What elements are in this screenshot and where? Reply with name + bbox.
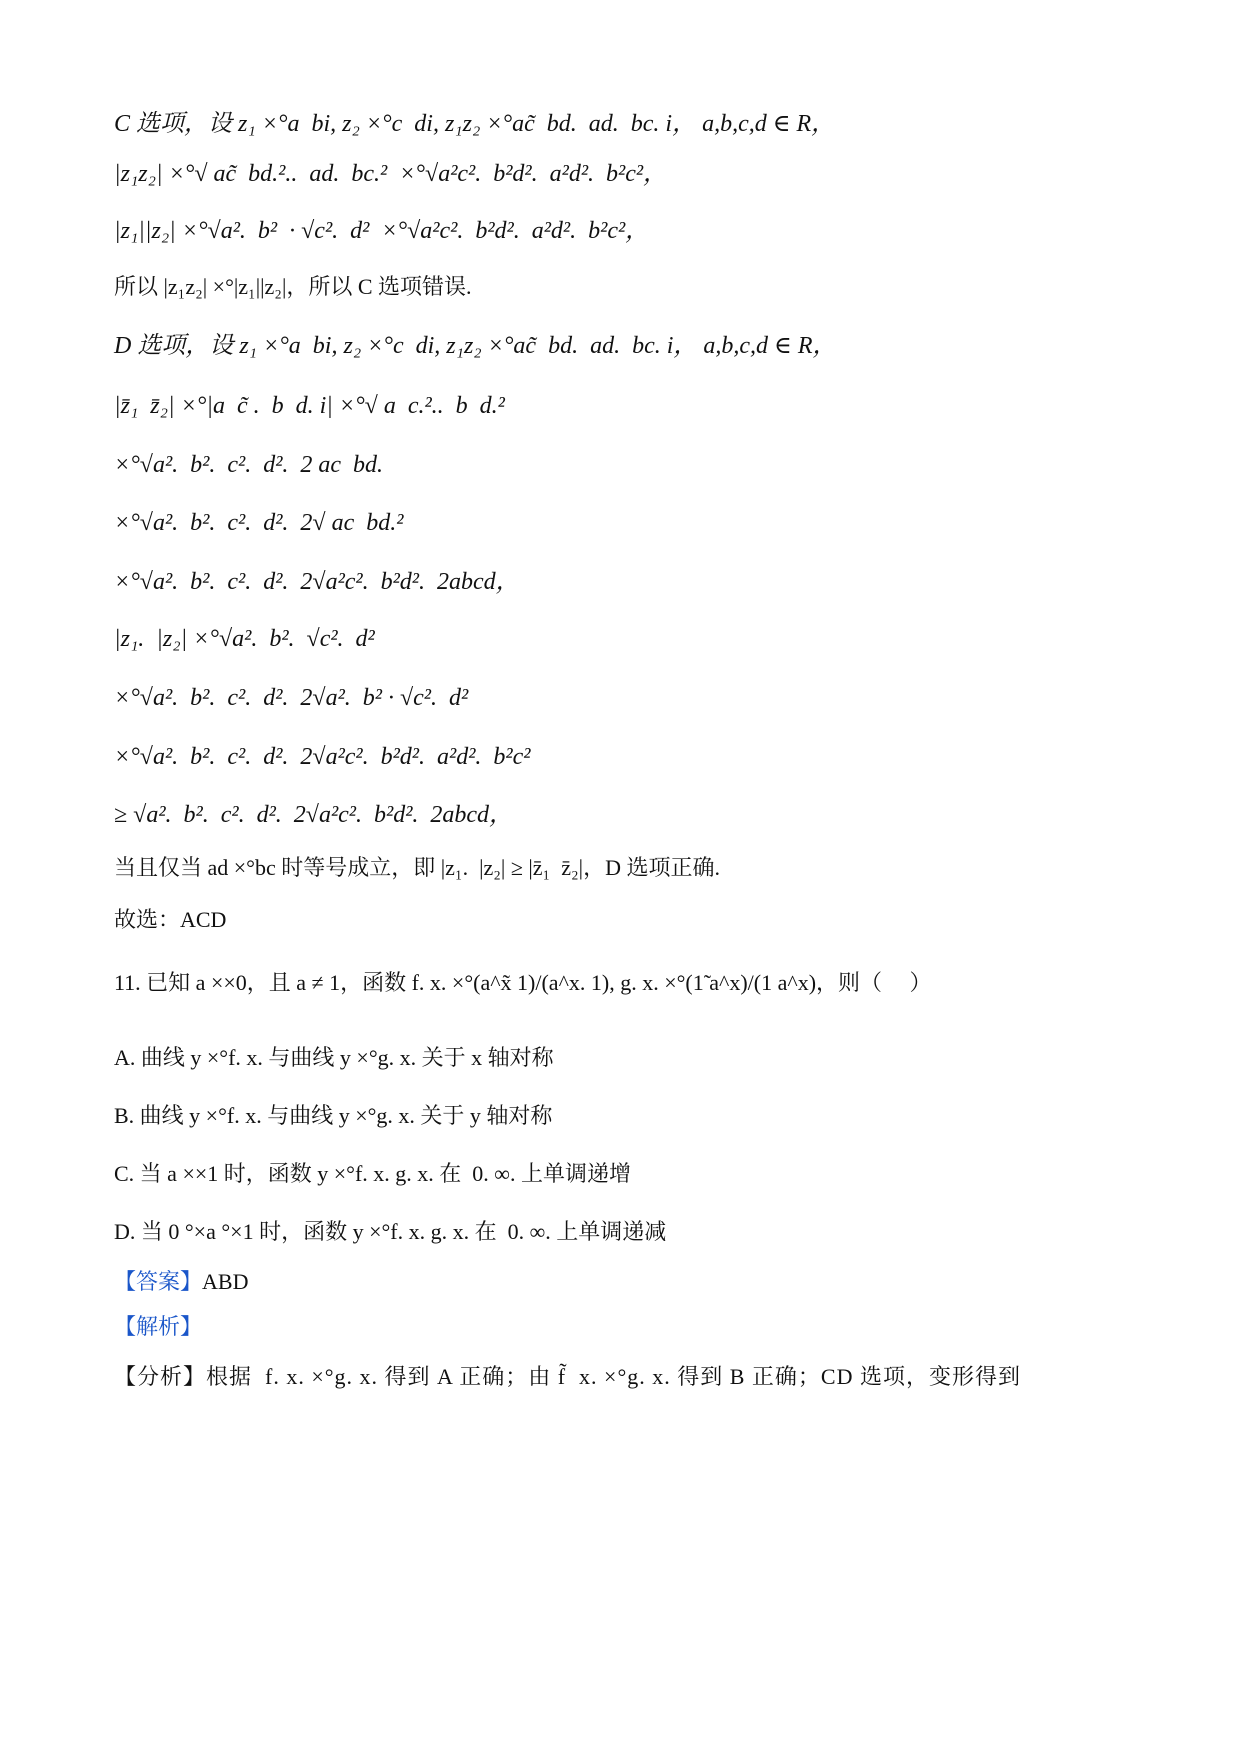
line-choice: 故选：ACD xyxy=(114,907,227,932)
line-d-step-3: ×°√a². b². c². d². 2√a²c². b²d². 2abcd， xyxy=(114,569,520,595)
line-d-step-2: ×°√a². b². c². d². 2√ ac bd.² xyxy=(114,510,404,536)
line-d-step-5: ×°√a². b². c². d². 2√a²c². b²d². a²d². b²c² xyxy=(114,744,531,770)
question-11-option-a: A. 曲线 y ×°f. x. 与曲线 y ×°g. x. 关于 x 轴对称 xyxy=(114,1045,554,1070)
answer-label: 【答案】 xyxy=(114,1269,203,1294)
question-11-option-d: D. 当 0 °×a °×1 时，函数 y ×°f. x. g. x. 在 0. ∞. 上单调递减 xyxy=(114,1219,667,1244)
line-d-step-4: ×°√a². b². c². d². 2√a². b² · √c². d² xyxy=(114,685,469,711)
line-d-conclusion: 当且仅当 ad ×°bc 时等号成立，即 |z₁. |z₂| ≥ |z̄₁ z̄₂|，D 选项正确. xyxy=(114,855,720,880)
line-d-step-1: ×°√a². b². c². d². 2 ac bd. xyxy=(114,452,384,478)
line-c-modulus-product: |z₁z₂| ×°√ ac̃ bd.².. ad. bc.² ×°√a²c². b²d². a²d². b²c²， xyxy=(114,161,668,187)
answer-value: ABD xyxy=(202,1269,249,1294)
line-d-conjugate-diff: |z̄₁ z̄₂| ×°|a c̃ . b d. i| ×°√ a c.².. b d.² xyxy=(114,393,505,419)
question-11-option-b: B. 曲线 y ×°f. x. 与曲线 y ×°g. x. 关于 y 轴对称 xyxy=(114,1103,553,1128)
line-d-option-setup: D 选项，设 z₁ ×°a bi, z₂ ×°c di, z₁z₂ ×°ac̃ bd. ad. bc. i， a,b,c,d ∈ R， xyxy=(114,333,837,359)
analysis-label: 【解析】 xyxy=(114,1314,203,1339)
line-c-product-moduli: |z₁||z₂| ×°√a². b² · √c². d² ×°√a²c². b²d². a²d². b²c²， xyxy=(114,218,650,244)
line-c-option-setup: C 选项，设 z₁ ×°a bi, z₂ ×°c di, z₁z₂ ×°ac̃ bd. ad. bc. i， a,b,c,d ∈ R， xyxy=(114,111,836,137)
line-c-conclusion: 所以 |z₁z₂| ×°|z₁||z₂|，所以 C 选项错误. xyxy=(114,274,472,299)
analysis-text: 【分析】根据 f. x. ×°g. x. 得到 A 正确；由 f̃ x. ×°g. x. 得到 B 正确；CD 选项，变形得到 xyxy=(114,1364,1021,1389)
question-11-stem: 11. 已知 a ××0，且 a ≠ 1，函数 f. x. ×°(a^x̃ 1)/(a^x. 1), g. x. ×°(1̃ a^x)/(1 a^x)，则（ ） xyxy=(114,970,932,995)
line-d-inequality: ≥ √a². b². c². d². 2√a²c². b²d². 2abcd， xyxy=(114,802,514,828)
answer-line xyxy=(114,1271,248,1293)
question-11-option-c: C. 当 a ××1 时，函数 y ×°f. x. g. x. 在 0. ∞. 上单调递增 xyxy=(114,1161,631,1186)
line-d-moduli-diff: |z₁. |z₂| ×°√a². b². √c². d² xyxy=(114,626,375,652)
